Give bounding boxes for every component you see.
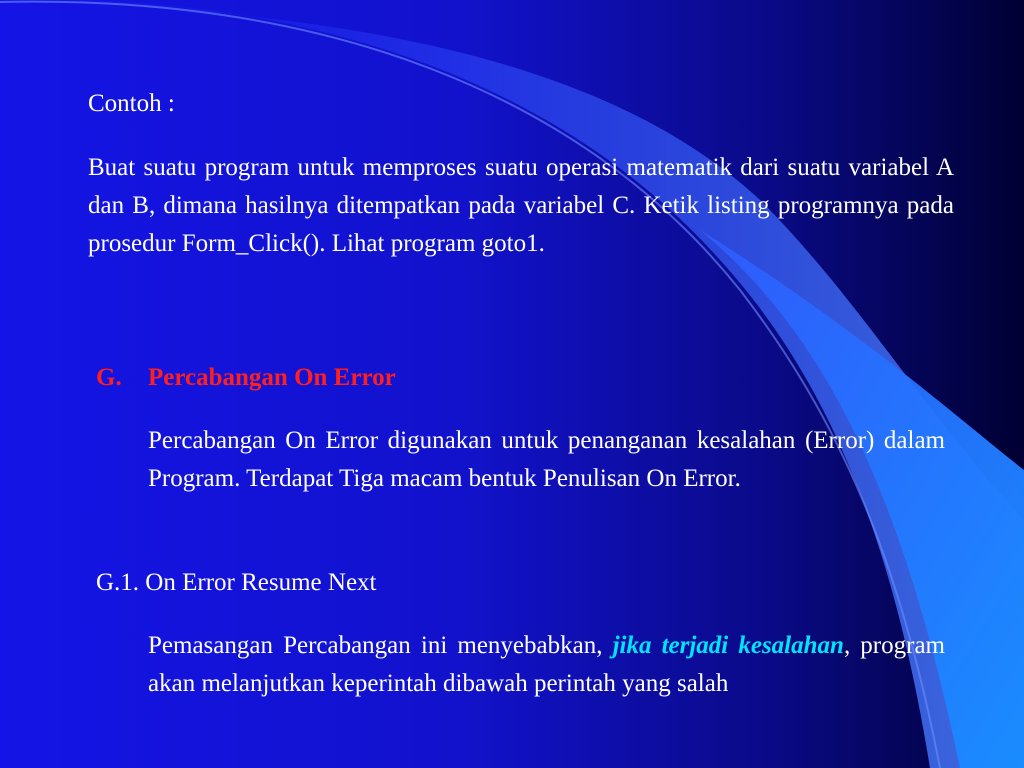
section-g1-heading: G.1. On Error Resume Next xyxy=(96,569,377,596)
section-g-paragraph: Percabangan On Error digunakan untuk penanganan kesalahan (Error) dalam Program. Terdapat Tiga macam bentuk Penulisan On Error. xyxy=(148,427,945,492)
section-g-heading xyxy=(96,359,396,397)
section-g1-paragraph xyxy=(148,627,945,703)
g1-text-before: Pemasangan Percabangan ini menyebabkan, xyxy=(148,632,613,659)
intro-paragraph: Buat suatu program untuk memproses suatu operasi matematik dari suatu variabel A dan B, dimana hasilnya ditempatkan pada variabel C. Ketik listing programnya pada prosedur Form_Click(). Lihat program goto1. xyxy=(88,154,954,257)
section-g-number: G. xyxy=(96,364,122,391)
g1-text-after: , program akan melanjutkan keperintah dibawah perintah yang salah xyxy=(148,632,945,697)
intro-heading: Contoh : xyxy=(88,90,175,117)
g1-emphasis: jika terjadi kesalahan xyxy=(612,632,844,659)
section-g-title: Percabangan On Error xyxy=(148,364,396,391)
